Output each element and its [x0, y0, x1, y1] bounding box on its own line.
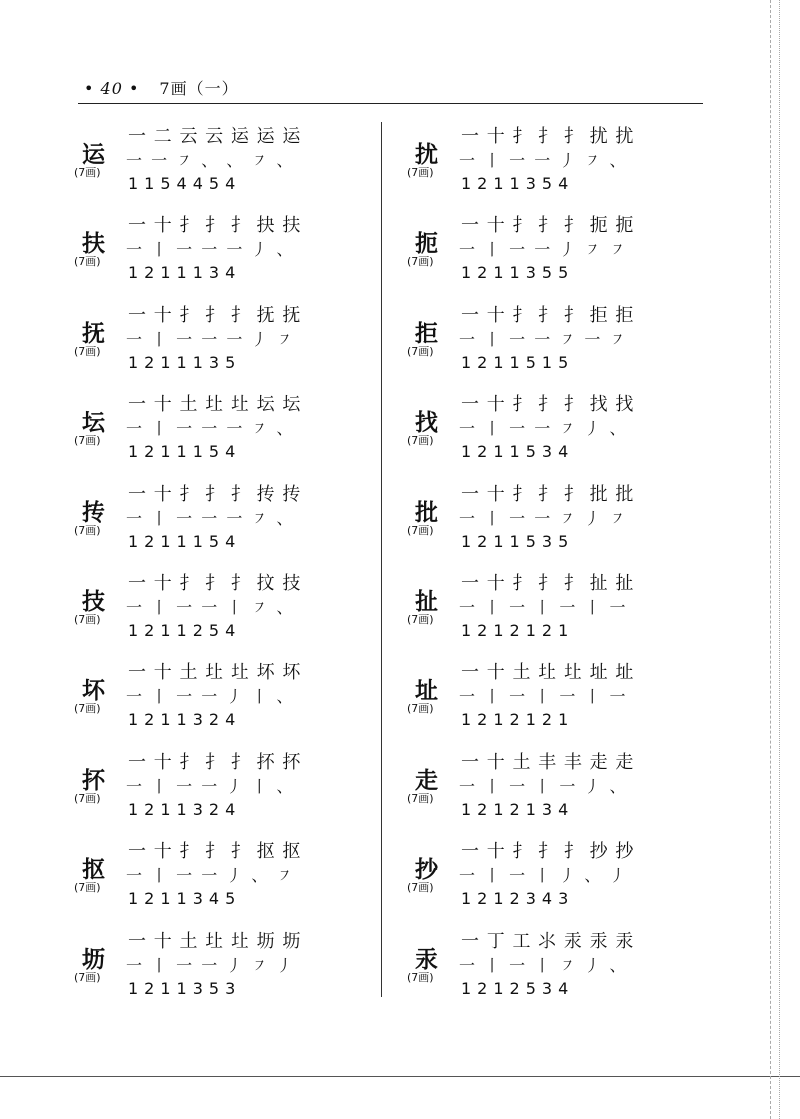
- stroke-codes: 1212134: [461, 799, 575, 819]
- left-column: [70, 118, 370, 1012]
- stroke-names: 一 一 ㇇ 、 、 ㇇ 、: [126, 151, 295, 170]
- character-entry: [70, 833, 370, 922]
- stroke-names: 一 丨 一 一 丿 ㇇ 丿: [126, 955, 295, 975]
- stroke-names: 一 丨 一 一 ㇇ 一 ㇇: [459, 329, 628, 349]
- character: 坛: [82, 410, 105, 437]
- character: 扼: [415, 231, 438, 258]
- character-entry: [403, 565, 703, 654]
- stroke-names: 一 丨 一 一 一 丿 、: [126, 240, 295, 260]
- character: 扯: [415, 588, 438, 615]
- stroke-names: 一 丨 一 一 一 丿 ㇇: [126, 329, 295, 349]
- stroke-count-tag: (7画): [74, 881, 101, 895]
- character-entry: [403, 118, 703, 207]
- stroke-count-tag: (7画): [407, 344, 434, 358]
- stroke-count-tag: (7画): [407, 166, 434, 179]
- stroke-codes: 1211355: [461, 263, 575, 283]
- stroke-sequence: 一 十 扌 扌 扌 抆 技: [128, 572, 302, 594]
- stroke-count-tag: (7画): [74, 344, 101, 358]
- stroke-codes: 1211135: [128, 352, 242, 372]
- character-entry: [70, 207, 370, 296]
- character-entry: [403, 923, 703, 1012]
- character: 址: [415, 678, 438, 705]
- stroke-sequence: 一 十 扌 扌 扌 抄 抄: [461, 841, 635, 863]
- stroke-count-tag: (7画): [74, 612, 101, 626]
- stroke-count-tag: (7画): [407, 791, 434, 805]
- character-entry: [70, 297, 370, 386]
- character-entry: [403, 207, 703, 296]
- stroke-names: 一 丨 一 一 丨 ㇇ 、: [126, 597, 295, 617]
- stroke-codes: 1211324: [128, 710, 242, 730]
- stroke-codes: 1211154: [128, 531, 242, 551]
- stroke-sequence: 一 十 扌 扌 扌 抉 扶: [128, 215, 302, 237]
- stroke-names: 一 丨 一 一 丿 ㇇ 、: [459, 151, 628, 170]
- stroke-codes: 1211534: [461, 442, 575, 462]
- stroke-names: 一 丨 一 丨 一 丨 一: [459, 597, 628, 617]
- character: 抠: [82, 857, 105, 884]
- stroke-sequence: 一 二 云 云 运 运 运: [128, 126, 302, 147]
- stroke-names: 一 丨 一 一 丿 丨 、: [126, 687, 295, 707]
- character-entry: [70, 476, 370, 565]
- stroke-names: 一 丨 一 一 ㇇ 丿 ㇇: [459, 508, 628, 528]
- character-entry: [403, 297, 703, 386]
- character: 汞: [415, 946, 438, 973]
- character: 找: [415, 410, 438, 437]
- stroke-codes: 1211354: [461, 174, 575, 193]
- stroke-sequence: 一 十 扌 扌 扌 扼 扼: [461, 215, 635, 237]
- stroke-names: 一 丨 一 一 丿 ㇇ ㇇: [459, 240, 628, 260]
- stroke-sequence: 一 十 土 圵 圵 坛 坛: [128, 394, 302, 416]
- stroke-codes: 1212343: [461, 889, 575, 909]
- character-entry: [70, 565, 370, 654]
- stroke-sequence: 一 十 扌 扌 扌 找 找: [461, 394, 635, 416]
- stroke-count-tag: (7画): [407, 702, 434, 716]
- stroke-names: 一 丨 一 丨 丿 、 丿: [459, 866, 628, 886]
- page-number: • 40 •: [84, 79, 140, 98]
- stroke-names: 一 丨 一 一 ㇇ 丿 、: [459, 419, 628, 439]
- character: 批: [415, 499, 438, 526]
- section-title: 7画（一）: [159, 79, 239, 98]
- stroke-sequence: 一 十 土 丰 丰 走 走: [461, 751, 635, 773]
- stroke-codes: 1211515: [461, 352, 575, 372]
- stroke-count-tag: (7画): [407, 434, 434, 448]
- character-entry: [403, 476, 703, 565]
- stroke-sequence: 一 十 扌 扌 扌 抟 抟: [128, 483, 302, 505]
- stroke-count-tag: (7画): [74, 970, 101, 984]
- character: 抄: [415, 857, 438, 884]
- character: 扶: [82, 231, 105, 258]
- stroke-sequence: 一 十 扌 扌 扌 拒 拒: [461, 304, 635, 326]
- stroke-count-tag: (7画): [407, 612, 434, 626]
- page-header: [84, 76, 239, 99]
- stroke-sequence: 一 十 扌 扌 扌 抠 抠: [128, 841, 302, 863]
- stroke-codes: 1154454: [128, 174, 242, 193]
- stroke-codes: 1212121: [461, 620, 575, 640]
- character: 拒: [415, 320, 438, 347]
- stroke-codes: 1211345: [128, 889, 242, 909]
- stroke-names: 一 丨 一 丨 一 丿 、: [459, 776, 628, 796]
- character-entry: [70, 923, 370, 1012]
- stroke-sequence: 一 十 扌 扌 扌 批 批: [461, 483, 635, 505]
- stroke-names: 一 丨 一 一 丿 、 ㇇: [126, 866, 295, 886]
- stroke-count-tag: (7画): [74, 255, 101, 269]
- footer-rule: [0, 1076, 800, 1077]
- stroke-names: 一 丨 一 一 一 ㇇ 、: [126, 508, 295, 528]
- stroke-codes: 1211154: [128, 442, 242, 462]
- character: 走: [415, 767, 438, 794]
- stroke-codes: 1211353: [128, 978, 242, 998]
- character-entry: [403, 744, 703, 833]
- character-entry: [70, 654, 370, 743]
- stroke-sequence: 一 十 土 圵 圵 坏 坏: [128, 662, 302, 684]
- character: 扰: [415, 142, 438, 168]
- stroke-count-tag: (7画): [407, 970, 434, 984]
- stroke-count-tag: (7画): [74, 434, 101, 448]
- stroke-sequence: 一 十 扌 扌 扌 抔 抔: [128, 751, 302, 773]
- stroke-sequence: 一 十 扌 扌 扌 扯 扯: [461, 572, 635, 594]
- character: 技: [82, 588, 105, 615]
- character: 抚: [82, 320, 105, 347]
- character-entry: [70, 386, 370, 475]
- scan-edge-line: [779, 0, 780, 1119]
- header-rule: [78, 103, 703, 104]
- character-entry: [403, 386, 703, 475]
- stroke-names: 一 丨 一 一 一 ㇇ 、: [126, 419, 295, 439]
- stroke-codes: 1211254: [128, 620, 242, 640]
- stroke-codes: 1211535: [461, 531, 575, 551]
- character: 抟: [82, 499, 105, 526]
- right-column: [403, 118, 703, 1012]
- stroke-sequence: 一 十 土 圵 圵 坜 坜: [128, 930, 302, 952]
- scan-edge-line: [770, 0, 771, 1119]
- stroke-names: 一 丨 一 丨 一 丨 一: [459, 687, 628, 707]
- stroke-count-tag: (7画): [407, 255, 434, 269]
- character: 运: [82, 142, 105, 168]
- stroke-sequence: 一 十 土 圵 圵 址 址: [461, 662, 635, 684]
- stroke-count-tag: (7画): [74, 702, 101, 716]
- character: 抔: [82, 767, 105, 794]
- stroke-count-tag: (7画): [407, 881, 434, 895]
- character-entry: [403, 833, 703, 922]
- stroke-names: 一 丨 一 一 丿 丨 、: [126, 776, 295, 796]
- character-entry: [70, 118, 370, 207]
- character: 坏: [82, 678, 105, 705]
- stroke-sequence: 一 丁 工 ⺢ 汞 汞 汞: [461, 930, 635, 952]
- stroke-sequence: 一 十 扌 扌 扌 扰 扰: [461, 126, 635, 147]
- character-entry: [70, 744, 370, 833]
- stroke-codes: 1211324: [128, 799, 242, 819]
- stroke-codes: 1211134: [128, 263, 242, 283]
- stroke-count-tag: (7画): [74, 166, 101, 179]
- stroke-codes: 1212121: [461, 710, 575, 730]
- stroke-count-tag: (7画): [74, 791, 101, 805]
- column-divider: [381, 122, 382, 997]
- stroke-names: 一 丨 一 丨 ㇇ 丿 、: [459, 955, 628, 975]
- stroke-sequence: 一 十 扌 扌 扌 抚 抚: [128, 304, 302, 326]
- stroke-count-tag: (7画): [407, 523, 434, 537]
- character: 坜: [82, 946, 105, 973]
- stroke-codes: 1212534: [461, 978, 575, 998]
- character-entry: [403, 654, 703, 743]
- stroke-count-tag: (7画): [74, 523, 101, 537]
